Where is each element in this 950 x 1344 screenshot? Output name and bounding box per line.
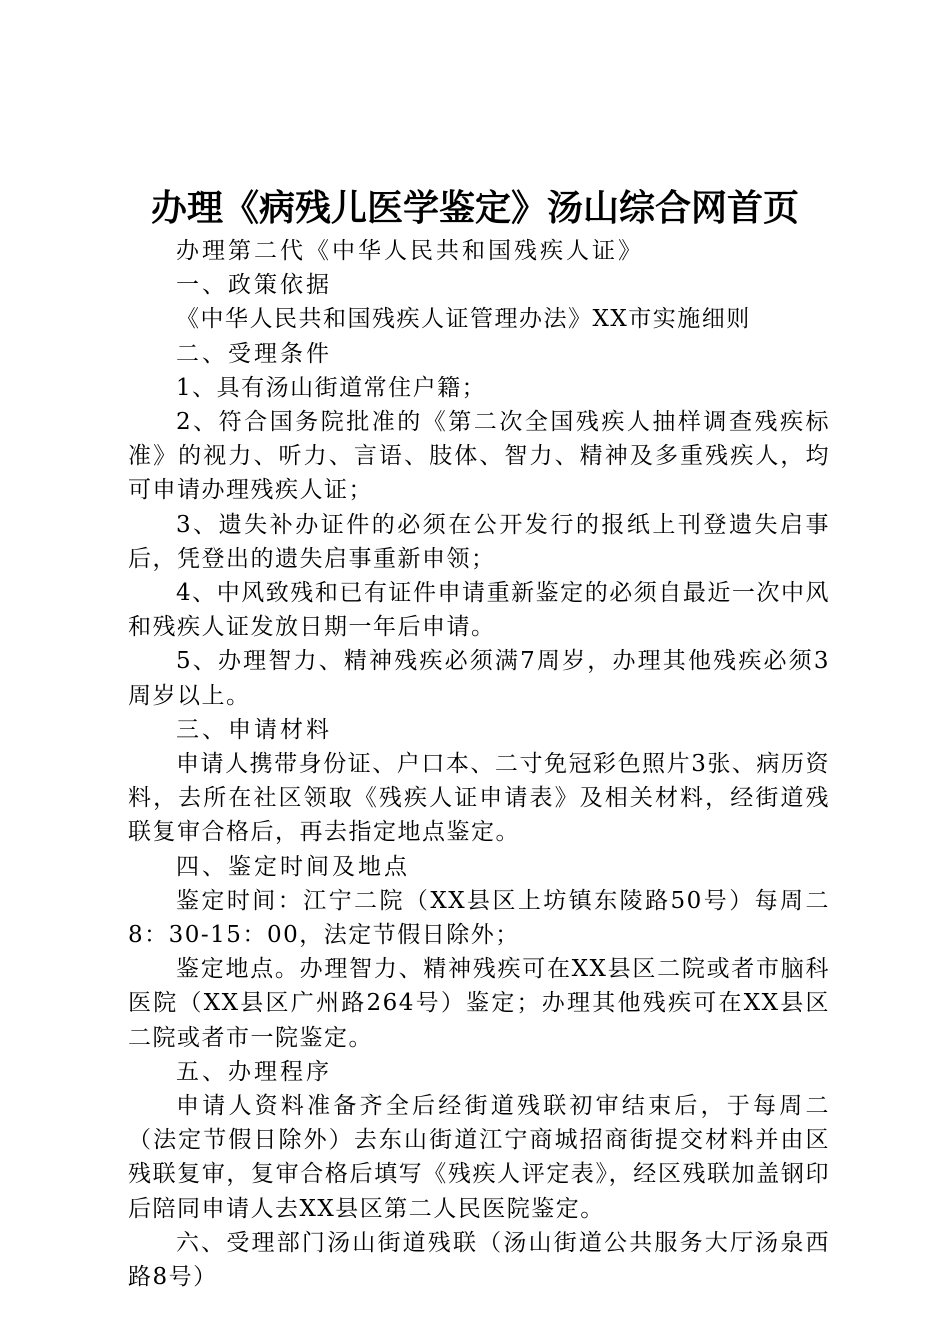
- paragraph: 申请人携带身份证、户口本、二寸免冠彩色照片3张、病历资料，去所在社区领取《残疾人证申请表》及相关材料，经街道残联复审合格后，再去指定地点鉴定。: [128, 751, 830, 846]
- document-title: 办理《病残儿医学鉴定》汤山综合网首页: [150, 187, 799, 229]
- section-heading: 三、申请材料: [176, 716, 332, 743]
- paragraph: 1、具有汤山街道常住户籍；: [176, 374, 487, 401]
- paragraph: 3、遗失补办证件的必须在公开发行的报纸上刊登遗失启事后，凭登出的遗失启事重新申领；: [128, 511, 830, 572]
- paragraph: 《中华人民共和国残疾人证管理办法》XX市实施细则: [176, 306, 751, 333]
- document-body: [128, 234, 830, 1294]
- paragraph: 鉴定地点。办理智力、精神残疾可在XX县区二院或者市脑科医院（XX县区广州路264号）鉴定；办理其他残疾可在XX县区二院或者市一院鉴定。: [128, 956, 830, 1051]
- section-heading: 办理第二代《中华人民共和国残疾人证》: [176, 238, 644, 264]
- paragraph: 鉴定时间：江宁二院（XX县区上坊镇东陵路50号）每周二8：30-15：00，法定节假日除外；: [128, 887, 830, 949]
- paragraph: 申请人资料准备齐全后经街道残联初审结束后，于每周二（法定节假日除外）去东山街道江宁商城招商街提交材料并由区残联复审，复审合格后填写《残疾人评定表》，经区残联加盖钢印后陪同申请人去XX县区第二人民医院鉴定。: [128, 1093, 830, 1222]
- section-heading: 二、受理条件: [176, 340, 332, 367]
- paragraph: 六、受理部门汤山街道残联（汤山街道公共服务大厅汤泉西路8号）: [128, 1229, 830, 1291]
- section-heading: 一、政策依据: [176, 272, 332, 299]
- paragraph: 5、办理智力、精神残疾必须满7周岁，办理其他残疾必须3周岁以上。: [128, 648, 830, 709]
- paragraph: 4、中风致残和已有证件申请重新鉴定的必须自最近一次中风和残疾人证发放日期一年后申请。: [128, 580, 830, 641]
- paragraph: 2、符合国务院批准的《第二次全国残疾人抽样调查残疾标准》的视力、听力、言语、肢体、智力、精神及多重残疾人，均可申请办理残疾人证；: [128, 409, 830, 504]
- section-heading: 五、办理程序: [176, 1058, 332, 1085]
- section-heading: 四、鉴定时间及地点: [176, 853, 410, 880]
